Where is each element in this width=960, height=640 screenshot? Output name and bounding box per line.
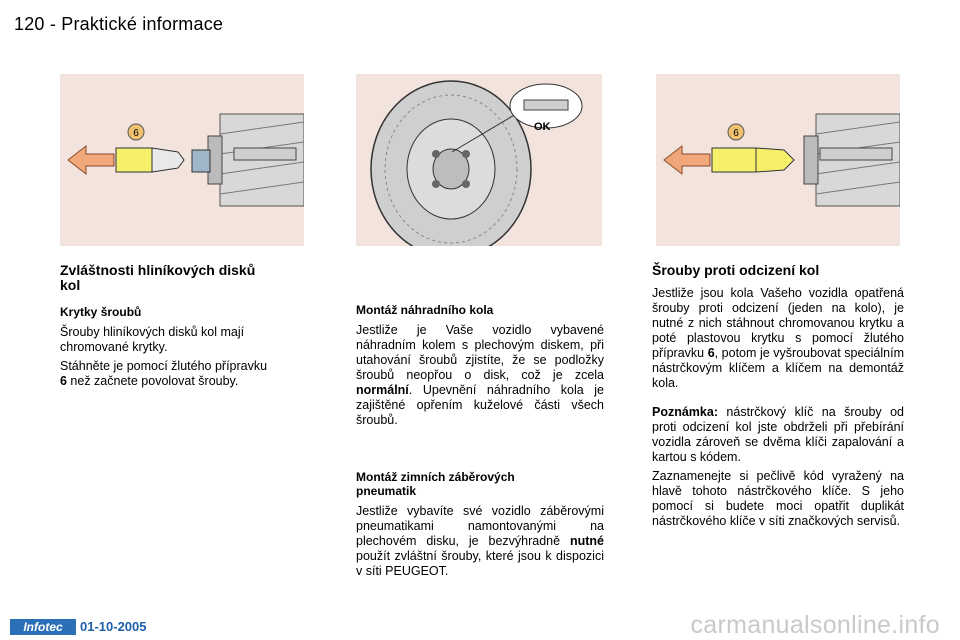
chrome-cap [192, 150, 210, 172]
infotec-badge: Infotec [10, 619, 76, 635]
emphasis: nutné [569, 534, 604, 548]
ok-label: OK [534, 121, 551, 133]
text: Jestliže jsou kola Vašeho vozidla opatřená šrouby proti odcizení (jeden na kolo), je nutné z nich stáhnout chromovanou krytku a poté plastovou krytku s pomocí žlutého přípravku [652, 286, 904, 360]
column-mounting [356, 303, 604, 579]
bolt [462, 150, 470, 158]
paragraph-antitheft [652, 286, 904, 391]
section-title: Praktické informace [61, 14, 224, 34]
paragraph-spare-wheel [356, 323, 604, 428]
tool-claw [152, 148, 184, 172]
bolt [432, 150, 440, 158]
column-antitheft-bolts [652, 263, 904, 529]
heading-antitheft: Šrouby proti odcizení kol [652, 262, 820, 278]
bolt-shaft [234, 148, 296, 160]
column-aluminium-wheels [60, 263, 312, 389]
heading-spare-wheel: Montáž náhradního kola [356, 303, 494, 317]
figure-cap-removal [60, 74, 304, 246]
heading-aluminium-wheels: Zvláštnosti hliníkových disků kol [60, 262, 256, 293]
pull-arrow-icon [68, 146, 114, 174]
text: Jestliže vybavíte své vozidlo záběrovými pneumatikami namontovanými na plechovém disku, je bezvýhradně [356, 504, 604, 548]
detail-bolt [524, 100, 568, 110]
paragraph-winter-tyres [356, 504, 604, 579]
text: než začnete povolovat šrouby. [66, 374, 239, 388]
antitheft-illustration [656, 74, 900, 246]
page-number: 120 [14, 14, 45, 34]
subheading-bolt-caps: Krytky šroubů [60, 305, 142, 319]
text: Jestliže je Vaše vozidlo vybavené náhradním kolem s plechovým diskem, při utahování šroubů zjistíte, že se podložky šroubů neopřou o disk, což je zcela [356, 323, 604, 382]
text: použít zvláštní šrouby, které jsou k dispozici v síti PEUGEOT. [356, 549, 604, 578]
wheel-illustration [356, 74, 602, 246]
watermark: carmanualsonline.info [690, 611, 940, 639]
yellow-tool [712, 148, 756, 172]
page-header [14, 14, 223, 35]
bolt-shaft [820, 148, 892, 160]
figure-antitheft [656, 74, 900, 246]
tool-number: 6 [60, 374, 67, 388]
tool-number: 6 [707, 346, 715, 360]
text: nástrčkový klíč na šrouby od proti odcizení kol jste obdrželi při přebírání vozidla zároveň se dvěma klíči zapalování a kartou s kódem. [652, 405, 904, 464]
yellow-tool [116, 148, 152, 172]
figure-label: 6 [133, 128, 139, 139]
heading-winter-tyres: Montáž zimních záběrových pneumatik [356, 470, 515, 498]
footer-date: 01-10-2005 [80, 619, 147, 634]
paragraph-record-code: Zaznamenejte si pečlivě kód vyražený na hlavě tohoto nástrčkového klíče. S jeho pomocí si budete moci opatřit duplikát nástrčkového klíče v síti značkových servisů. [652, 469, 904, 528]
note-label: Poznámka: [652, 405, 718, 419]
pull-arrow-icon [664, 146, 710, 174]
paragraph-note [652, 405, 904, 465]
cap-removal-illustration [60, 74, 304, 246]
paragraph-caps: Šrouby hliníkových disků kol mají chromované krytky. [60, 325, 245, 354]
emphasis: normální [356, 383, 409, 397]
tool-head [756, 148, 794, 172]
text: Stáhněte je pomocí žlutého přípravku [60, 359, 268, 373]
figure-wheel [356, 74, 602, 246]
header-separator: - [49, 14, 57, 34]
bolt [462, 180, 470, 188]
paragraph-remove-caps [60, 359, 312, 389]
wheel-flange [804, 136, 818, 184]
text: . Upevnění náhradního kola je zajištěné opřením kuželové části všech šroubů. [356, 383, 604, 427]
bolt [432, 180, 440, 188]
figure-label: 6 [733, 128, 739, 139]
text: , potom je vyšroubovat speciálním nástrčkovým klíčem a klíčem na demontáž kola. [652, 346, 904, 390]
